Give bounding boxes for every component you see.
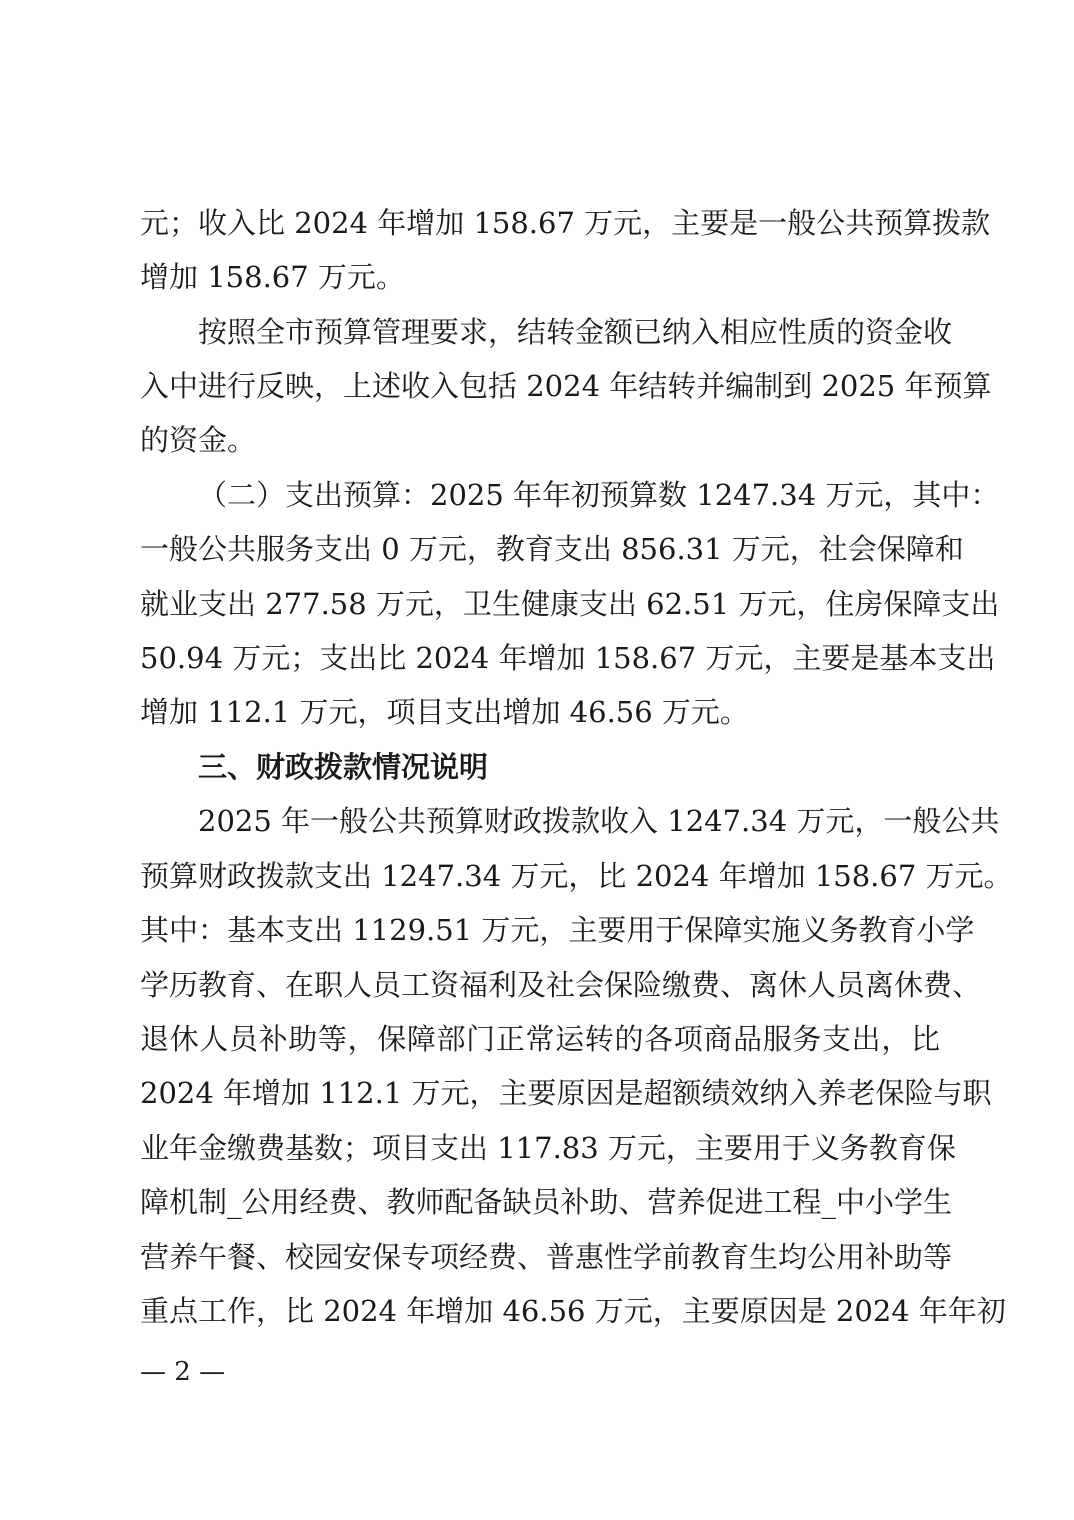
paragraph-line: 就业支出 277.58 万元，卫生健康支出 62.51 万元，住房保障支出 [140,587,1000,621]
paragraph-line: 营养午餐、校园安保专项经费、普惠性学前教育生均公用补助等 [140,1240,953,1274]
paragraph-line: 学历教育、在职人员工资福利及社会保险缴费、离休人员离休费、 [140,968,982,1002]
paragraph-line: 元；收入比 2024 年增加 158.67 万元，主要是一般公共预算拨款 [140,206,991,240]
paragraph-line: 退休人员补助等，保障部门正常运转的各项商品服务支出，比 [140,1022,940,1056]
paragraph-line: 其中：基本支出 1129.51 万元，主要用于保障实施义务教育小学 [140,913,975,947]
paragraph-line: 增加 158.67 万元。 [140,260,405,294]
section-heading: 三、财政拨款情况说明 [198,750,489,784]
paragraph-line: 重点工作，比 2024 年增加 46.56 万元，主要原因是 2024 年年初 [140,1294,1006,1328]
paragraph-line: （二）支出预算：2025 年年初预算数 1247.34 万元，其中： [198,478,1000,512]
page-number: — 2 — [140,1357,226,1387]
paragraph-line: 预算财政拨款支出 1247.34 万元，比 2024 年增加 158.67 万元。 [140,859,1013,893]
paragraph-line: 一般公共服务支出 0 万元，教育支出 856.31 万元，社会保障和 [140,532,964,566]
paragraph-line: 的资金。 [140,423,257,457]
paragraph-line: 2025 年一般公共预算财政拨款收入 1247.34 万元，一般公共 [198,804,1000,838]
paragraph-line: 业年金缴费基数；项目支出 117.83 万元，主要用于义务教育保 [140,1131,956,1165]
paragraph-line: 按照全市预算管理要求，结转金额已纳入相应性质的资金收 [198,315,953,349]
paragraph-line: 2024 年增加 112.1 万元，主要原因是超额绩效纳入养老保险与职 [140,1076,992,1110]
paragraph-line: 增加 112.1 万元，项目支出增加 46.56 万元。 [140,695,749,729]
paragraph-line: 50.94 万元；支出比 2024 年增加 158.67 万元，主要是基本支出 [140,641,996,675]
paragraph-line: 障机制_公用经费、教师配备缺员补助、营养促进工程_中小学生 [140,1185,953,1219]
paragraph-line: 入中进行反映，上述收入包括 2024 年结转并编制到 2025 年预算 [140,369,992,403]
